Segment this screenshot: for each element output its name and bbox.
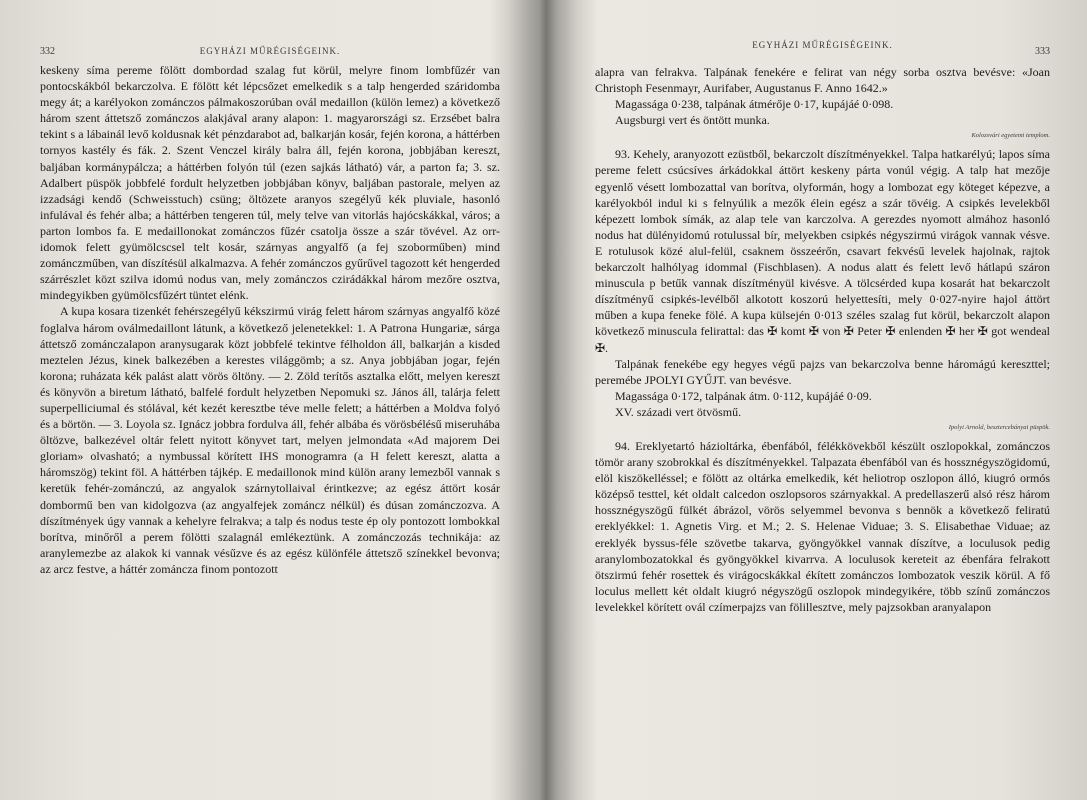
- book-gutter: [508, 0, 578, 800]
- paragraph: 93. Kehely, aranyozott ezüstből, bekarczolt díszítményekkel. Talpa hatkarélyú; lapos síma pereme felett csúcsíves árkádokkal áttört keskeny párta vonúl végig. A talp hat mezője egyenlő vésett lombozattal van borítva, olyformán, hogy a lombozat egy köteget képezve, a karélyokból indul ki s felnyúlik a mezők élein egész a szár tövéig. A csipkés levelekből képezett lombok símák, az alap tele van karczolva. A gerezdes nyomott almához hasonló nodus hat dülényidomú rotulussal bír, melyekben csipkés négyszirmú virágok vannak vésve. E rotulusok közé alul-felül, csaknem összeérőn, csavart fekvésű levelek hajolnak, rajtok bekarczolt halhólyag idommal (Fischblasen). A nodus alatt és felett levő hátlapú száron minuscula p betűk vannak díszítményül kivésve. A tölcsérded kupa kosarát hat bekarczolt díszítményű csipkés-levélből alkotott koszorú helyettesíti, mely 0·027-nyire hajol áttört műben a kupa feneke fölé. A kupa külsején 0·013 széles szalag fut körül, bekarczolt alapon következő minuscula felirattal: das ✠ komt ✠ von ✠ Peter ✠ enlenden ✠ her ✠ got wendeal ✠.: [595, 147, 1050, 355]
- paragraph: Magassága 0·238, talpának átmérője 0·17, kupájáé 0·098.: [615, 97, 894, 112]
- paragraph: Talpának fenekébe egy hegyes végű pajzs van bekarczolva benne háromágú kereszttel; peremébe JPOLYI GYŰJT. van bevésve.: [595, 356, 1050, 387]
- running-title-right: EGYHÁZI MŰRÉGISÉGEINK.: [752, 40, 893, 50]
- paragraph: Magassága 0·172, talpának átm. 0·112, kupájáé 0·09.: [615, 388, 872, 403]
- paragraph: A kupa kosara tizenkét fehérszegélyű kékszirmú virág felett három szárnyas angyalfő közé foglalva három oválmedaillont látunk, a következő jelenetekkel: 1. A Patrona Hungariæ, sárga áttetsző zománczalapon aranysugarak közt jobbfelé tekintve félholdon áll, balkarján a kisded meztelen Jézus, kinek balkezében a kerestes világgömb; a sz. Anya jobbjában jogar, fején korona; ruházata kék palást alatt vörös öltöny. — 2. Zöld terítős asztalka előtt, melyen kereszt és könyvön a biretum látható, balfelé fordult helyzetben Nepomuki sz. János áll, talárja felett superpelliciumal és stólával, két kezét keresztbe téve melle felett; a háttérben a Moldva folyó és a börtön. — 3. Loyola sz. Ignácz jobbra fordulva áll, fehér albába és vörösbélésű miseruhába öltözve, balkezével oltár felett nyitott könyvet tart, melyen jelmondata «Ad majorem Dei gloriam» olvasható; a nymbussal körített IHS monogramra (a H felett kereszt, alatta a háromszög) tekint föl. A háttérben tájkép. E medaillonok mind külön arany lemezből vannak s keretük fehér-zománczú, az angyalok szárnytollaival érintkezve; az egész áttört kosár dombormű ben van kidolgozva (az angyalfejek zománcz nélkül) és dúsan zománczozva. A díszítmények úgy vannak a kehelyre felrakva; a talp és nodus teste ép oly pontozott lombokkal borítva, minőről a perem fölötti szalagnál emlékeztünk. A zománczozás technikája: az aranylemezbe az alakok ki vannak vésűzve és az egész különféle áttetsző színekkel bevonva; az arcz festve, a háttér zománcza finom pontozott: [40, 304, 500, 576]
- paragraph: keskeny síma pereme fölött dombordad szalag fut körül, melyre finom lombfűzér van pontocskákból bekarczolva. E fölött két lépcsőzet emelkedik s a talp hengerded száridomba megy át; a karélyokon zománczos pálmakoszorúban ovál medaillon (külön lemez) a következő három szent áttetsző zománczos alakjával arany alapon: 1. magyarországi sz. Erzsébet balra tekint s a lábainál levő koldusnak két pénzdarabot ad, balkarján kosár, fején korona, a háttérben tornyos kastély és fák. 2. Szent Venczel király balra áll, fején korona, jobbjában kereszt, baljában kormánypálcza; a háttérben folyón túl (ezen sajkás látható) vár, a parton fa; 3. sz. Adalbert püspök jobbfelé fordult helyzetben jobbjában könyv, baljában pastorale, melyen az izzadsági kendő (Schweisstuch) csüng; öltözete aranyos szegélyű kék pluviale, hasonló infulával és fehér alba; a háttérben tengeren túl, mely telve van vitorlás hajócskákkal, város; a parton lombos fa. E medaillonokat zománczos fűzér csatolja össze a szár tövével. Az orr-idomok felett gyümölcscsel telt kosár, szárnyas angyalfő (a fej szoborműben) mind zománczműben, van díszítésül alkalmazva. A fehér zománczos gyűrűvel tagozott két hengerded szárrészlet közt szilva idomú nodus van, mely zománczos czirádákkal három mezőre osztva, mindegyikben gyümölcsfűzért tüntet elénk.: [40, 63, 500, 303]
- running-head-left: [40, 40, 500, 60]
- page-number-left: 332: [40, 46, 55, 57]
- paragraph: XV. századi vert ötvösmű.: [615, 404, 742, 419]
- provenance-caption: Ipolyi Arnold, besztercebányai püspök.: [948, 423, 1050, 431]
- paragraph: 94. Ereklyetartó házioltárka, ébenfából, félékkövekből készült oszlopokkal, zománczos tömör arany szobrokkal és díszítményekkel. Talpazata ébenfából van és hossznégyszögidomú, elöl kiszökelléssel; e fölött az oltárka emelkedik, két heliotrop oszlopon álló, kiugró ormós középső testtel, két oldalt calcedon oszlopsoros szárnyakkal. A predellaszerű alsó rész három hossznégyszögű fülkét ábrázol, vörös selyemmel bevonva s bennök a következő feliratú ereklyékkel: 1. Agnetis Virg. et M.; 2. S. Helenae Viduae; 3. S. Elisabethae Viduae; az ereklyék byssus-féle szövetbe takarva, gyöngyökkel vannak díszítve, a loculusok pedig aranylombozatokkal és gyöngyökkel kivarrva. A loculusok kereteit az ébenfára felrakott ötszirmú fehér rosettek és virágocskákkal ékített zománczos lombozatok veszik körül. A fő loculus mellett két oldalt kiugró négyszögű oszlopok mindegyikére, több színű zománczos levelekkel körített ovál czímerpajzs van fölillesztve, mely pajzsokban aranyalapon: [595, 438, 1050, 614]
- running-title-left: EGYHÁZI MŰRÉGISÉGEINK.: [199, 46, 341, 56]
- left-page-body: [40, 62, 500, 577]
- running-head-right: [595, 40, 1050, 60]
- paragraph: alapra van felrakva. Talpának fenekére e felirat van négy sorba osztva bevésve: «Joan Christoph Fesenmayr, Aurifaber, Augustanus F. Anno 1642.»: [595, 65, 1050, 96]
- right-page-body: [595, 64, 1050, 615]
- page-number-right: 333: [1035, 46, 1050, 57]
- left-page: [40, 40, 500, 577]
- provenance-caption: Kolozsvári egyetemi templom.: [971, 132, 1050, 140]
- right-page: [595, 40, 1050, 615]
- paragraph: Augsburgi vert és öntött munka.: [615, 113, 770, 128]
